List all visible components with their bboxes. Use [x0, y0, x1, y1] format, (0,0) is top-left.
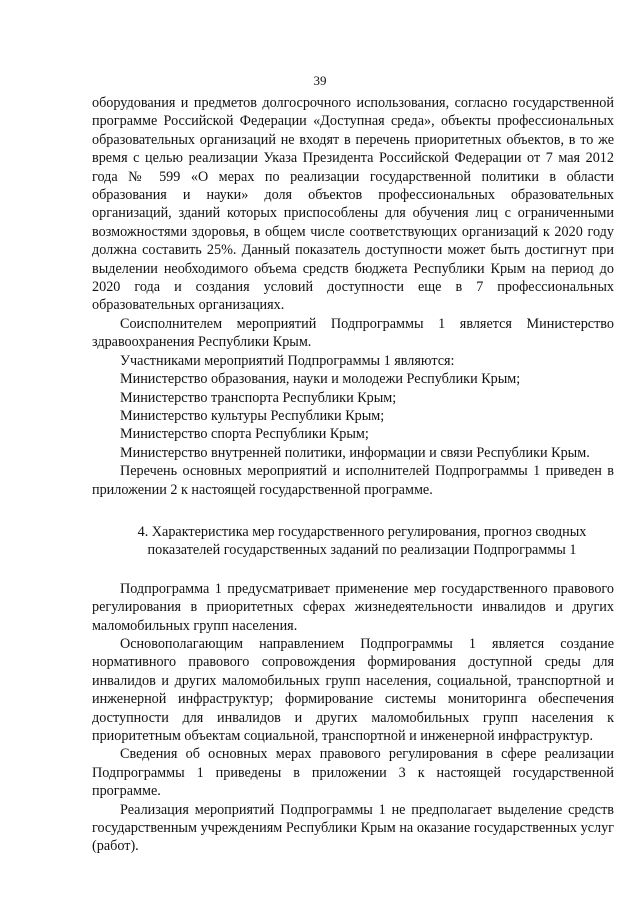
- section-heading-line2: показателей государственных заданий по реализации Подпрограммы 1: [147, 542, 577, 559]
- participant-item: Министерство транспорта Республики Крым;: [120, 389, 397, 406]
- section-heading: [92, 523, 614, 560]
- section-paragraph: Основополагающим направлением Подпрограммы 1 является создание нормативного правового сопровождения формирования доступной среды для инвалидов и других маломобильных групп населения, социальной, транспортной и инженерной инфраструктур; формирование системы мониторинга обеспечения доступности для инвалидов и других маломобильных групп населения к приоритетным объектам социальной, транспортной и инженерной инфраструктур.: [92, 635, 614, 744]
- page-number: 39: [313, 73, 327, 88]
- paragraph-participants-intro: Участниками мероприятий Подпрограммы 1 являются:: [120, 352, 455, 369]
- document-body: [92, 94, 614, 856]
- section-paragraph: Подпрограмма 1 предусматривает применение мер государственного правового регулирования в приоритетных сферах жизнедеятельности инвалидов и других маломобильных групп населения.: [92, 580, 614, 634]
- paragraph-accessibility: оборудования и предметов долгосрочного использования, согласно государственной программе Российской Федерации «Доступная среда», объекты профессиональных образовательных организаций не входят в перечень приоритетных объектов, в то же время с целью реализации Указа Президента Российской Федерации от 7 мая 2012 года № 599 «О мерах по реализации государственной политики в области образования и науки» доля объектов профессиональных образовательных организаций, зданий которых приспособлены для обучения лиц с ограниченными возможностями здоровья, в общем числе соответствующих организаций к 2020 году должна составить 25%. Данный показатель доступности может быть достигнут при выделении необходимого объема средств бюджета Республики Крым на период до 2020 года и создания условий доступности еще в 7 профессиональных образовательных организациях.: [92, 95, 614, 314]
- participant-item: Министерство образования, науки и молодежи Республики Крым;: [120, 371, 521, 388]
- participant-item: Министерство культуры Республики Крым;: [120, 407, 385, 424]
- section-paragraph: Реализация мероприятий Подпрограммы 1 не предполагает выделение средств государственным учреждениям Республики Крым на оказание государственных услуг (работ).: [92, 801, 614, 855]
- participant-item: Министерство внутренней политики, информации и связи Республики Крым.: [120, 444, 590, 461]
- paragraph-co-executor: Соисполнителем мероприятий Подпрограммы 1 является Министерство здравоохранения Республики Крым.: [92, 315, 614, 351]
- section-heading-line1: 4. Характеристика мер государственного регулирования, прогноз сводных: [137, 523, 587, 540]
- section-paragraph: Сведения об основных мерах правового регулирования в сфере реализации Подпрограммы 1 приведены в приложении 3 к настоящей государственной программе.: [92, 746, 614, 800]
- participant-item: Министерство спорта Республики Крым;: [120, 426, 369, 443]
- paragraph-appendix-2: Перечень основных мероприятий и исполнителей Подпрограммы 1 приведен в приложении 2 к настоящей государственной программе.: [92, 463, 614, 498]
